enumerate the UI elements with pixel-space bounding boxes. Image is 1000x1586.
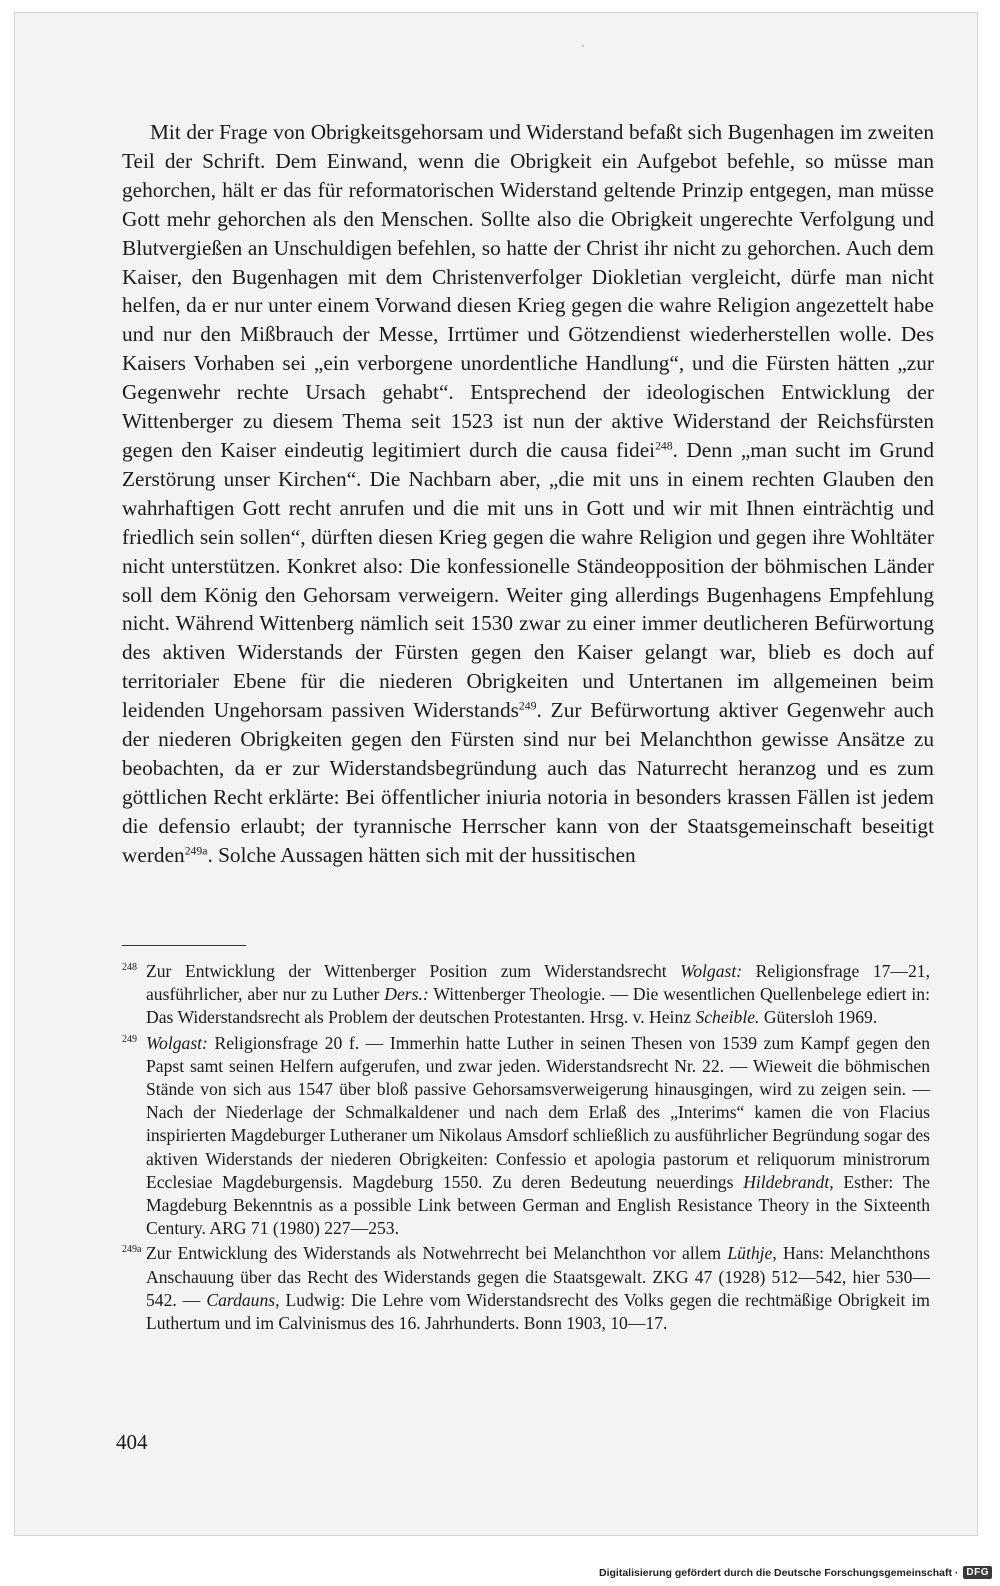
footnote-ref: 248 xyxy=(655,439,673,453)
footnote-ref: 249a xyxy=(184,844,208,858)
footnote-text: Wittenberger Theologie. — Die wesentlichen Quellenbelege ediert in: Das Widerstandsrecht als Problem der deutschen Protestanten. Hrsg. v. Heinz xyxy=(146,984,930,1028)
main-paragraph xyxy=(122,118,934,870)
footnote-text: Zur Entwicklung des Widerstands als Notwehrrecht bei Melanchthon vor allem xyxy=(146,1243,728,1264)
footnote-author: Wolgast: xyxy=(146,1032,208,1053)
footnote-separator xyxy=(122,945,246,946)
footnote xyxy=(122,1242,930,1335)
footer-text: Digitalisierung gefördert durch die Deutsche Forschungsgemeinschaft · xyxy=(599,1566,959,1579)
footnote xyxy=(122,1032,930,1241)
footnote-number: 248 xyxy=(122,962,137,973)
footnote-author: Cardauns, xyxy=(206,1289,280,1310)
footnote-text: Religionsfrage 17—21, ausführlicher, aber nur zu Luther xyxy=(146,961,930,1005)
main-text xyxy=(122,118,934,870)
digitization-footer xyxy=(599,1566,992,1579)
page-number: 404 xyxy=(116,1430,148,1454)
footnote-author: Wolgast: xyxy=(680,961,743,981)
footnote-text: Hans: Melanchthons Anschauung über das Recht des Widerstands gegen die Staatsgewalt. ZKG 47 (1928) 512—542, hier 530—542. — xyxy=(146,1243,930,1310)
footnote-text: Ludwig: Die Lehre vom Widerstandsrecht des Volks gegen die rechtmäßige Obrigkeit im Luthertum und im Calvinismus des 16. Jahrhunderts. Bonn 1903, 10—17. xyxy=(146,1289,930,1334)
footnote-author: Scheible. xyxy=(695,1007,760,1028)
footnote-number: 249a xyxy=(122,1244,142,1256)
text-segment: . Denn „man sucht im Grund Zerstörung unser Kirchen“. Die Nachbarn aber, „die mit uns in einem rechten Glauben den wahrhaftigen Gott recht anrufen und die mit uns in Gott und wir mit Ihnen einträchtig und friedlich sein sollen“, dürften diesen Krieg gegen die wahre Religion und gegen ihre Wohltäter nicht unterstützen. Konkret also: Die konfessionelle Ständeopposition der böhmischen Länder soll dem König den Gehorsam verweigern. Weiter ging allerdings Bugenhagens Empfehlung nicht. Während Wittenberg nämlich seit 1530 zwar zu einer immer deutlicheren Befürwortung des aktiven Widerstands der Fürsten gegen den Kaiser gelangt war, blieb es doch auf territorialer Ebene für die niederen Obrigkeiten und Untertanen im allgemeinen beim leidenden Ungehorsam passiven Widerstands xyxy=(122,437,934,723)
footnote-author: Ders.: xyxy=(384,984,429,1005)
text-segment: . Zur Befürwortung aktiver Gegenwehr auch der niederen Obrigkeiten gegen den Fürsten sind nur bei Melanchthon gewisse Ansätze zu beobachten, da er zur Widerstandsbegründung auch das Naturrecht heranzog und es zum göttlichen Recht erklärte: Bei öffentlicher iniuria notoria in besonders krassen Fällen ist jedem die defensio erlaubt; der tyrannische Herrscher kann von der Staatsgemeinschaft beseitigt werden xyxy=(122,698,934,867)
footnote-text: Gütersloh 1969. xyxy=(759,1007,878,1028)
text-segment: Mit der Frage von Obrigkeitsgehorsam und Widerstand befaßt sich Bugenhagen im zweiten Teil der Schrift. Dem Einwand, wenn die Obrigkeit ein Aufgebot befehle, so müsse man gehorchen, hält er das für reformatorischen Widerstand geltende Prinzip entgegen, man müsse Gott mehr gehorchen als den Menschen. Sollte also die Obrigkeit ungerechte Verfolgung und Blutvergießen an Unschuldigen befehlen, so hatte der Christ ihr nicht zu gehorchen. Auch dem Kaiser, den Bugenhagen mit dem Christenverfolger Diokletian vergleicht, dürfe man nicht helfen, da er nur unter einem Vorwand diesen Krieg gegen die wahre Religion angezettelt habe und nur den Mißbrauch der Messe, Irrtümer und Götzendienst wiederherstellen wolle. Des Kaisers Vorhaben sei „ein verborgene unordentliche Handlung“, und die Fürsten hätten „zur Gegenwehr rechte Ursach gehabt“. Entsprechend der ideologischen Entwicklung der Wittenberger zu diesem Thema seit 1523 ist nun der aktive Widerstand der Reichsfürsten gegen den Kaiser eindeutig legitimiert durch die causa fidei xyxy=(122,120,934,462)
scan-speck: ◦ xyxy=(581,41,585,52)
footnote xyxy=(122,960,930,1030)
footnote-text: Esther: The Magdeburg Bekenntnis as a possible Link between German and English Resistance Theory in the Sixteenth Century. ARG 71 (1980) 227—253. xyxy=(146,1171,930,1239)
footnote-text: Religionsfrage 20 f. — Immerhin hatte Luther in seinen Thesen von 1539 zum Kampf gegen den Papst samt seinen Helfern aufgerufen, und zwar jeden. Widerstandsrecht Nr. 22. — Wieweit die böhmischen Stände von sich aus 1547 über bloß passive Gehorsamsverweigerung hinausgingen, wird zu zeigen sein. — Nach der Niederlage der Schmalkaldener und nach dem Erlaß des „Interims“ kamen die von Flacius inspirierten Magdeburger Lutheraner um Nikolaus Amsdorf schließlich zu ausführlicher Begründung sogar des aktiven Widerstands der niederen Obrigkeiten: Confessio et apologia pastorum et reliquorum ministrorum Ecclesiae Magdeburgensis. Magdeburg 1550. Zu deren Bedeutung neuerdings xyxy=(146,1032,930,1192)
footnote-number: 249 xyxy=(122,1033,137,1045)
footnote-text: Zur Entwicklung der Wittenberger Position zum Widerstandsrecht xyxy=(146,961,681,981)
footnote-author: Hildebrandt, xyxy=(743,1171,834,1192)
text-segment: . Solche Aussagen hätten sich mit der hussitischen xyxy=(207,842,636,867)
dfg-logo: DFG xyxy=(963,1566,992,1579)
footnote-ref: 249 xyxy=(518,699,537,713)
footnote-author: Lüthje, xyxy=(727,1243,777,1264)
footnotes xyxy=(122,960,930,1337)
